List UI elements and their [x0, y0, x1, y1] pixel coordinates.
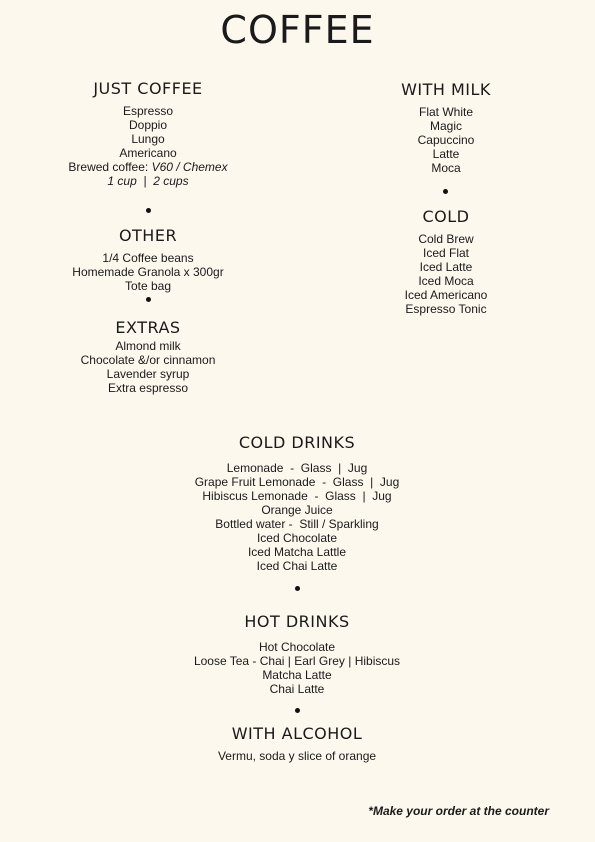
- sizes-text: 1 cup | 2 cups: [107, 174, 189, 188]
- menu-item: Bottled water - Still / Sparkling: [215, 517, 379, 531]
- cold-heading: COLD: [422, 207, 470, 226]
- with-milk-section: [346, 80, 546, 175]
- cold-drinks-heading: COLD DRINKS: [238, 433, 356, 452]
- menu-item: Americano: [119, 146, 177, 160]
- brewed-coffee-label: Brewed coffee:: [68, 160, 149, 174]
- menu-item: Lemonade - Glass | Jug: [226, 461, 368, 475]
- menu-item: Homemade Granola x 300gr: [72, 265, 224, 279]
- menu-item: Doppio: [128, 118, 168, 132]
- menu-item: Moca: [431, 161, 461, 175]
- just-coffee-section: [48, 79, 248, 188]
- menu-item: Iced Latte: [419, 260, 473, 274]
- extras-heading: EXTRAS: [115, 318, 181, 337]
- menu-item: Espresso Tonic: [405, 302, 487, 316]
- other-heading: OTHER: [118, 226, 178, 245]
- extras-section: [48, 318, 248, 395]
- hot-drinks-heading: HOT DRINKS: [244, 612, 350, 631]
- menu-item: Chai Latte: [269, 682, 325, 696]
- menu-item: Cold Brew: [418, 232, 474, 246]
- cold-section: [346, 207, 546, 316]
- menu-item: 1/4 Coffee beans: [102, 251, 194, 265]
- hot-drinks-section: [97, 612, 497, 696]
- menu-item: Loose Tea - Chai | Earl Grey | Hibiscus: [193, 654, 401, 668]
- menu-item: Capuccino: [417, 133, 475, 147]
- menu-item: Magic: [429, 119, 462, 133]
- with-milk-heading: WITH MILK: [401, 80, 491, 99]
- menu-item: Lavender syrup: [106, 367, 190, 381]
- menu-item: Matcha Latte: [262, 668, 332, 682]
- menu-item: Orange Juice: [261, 503, 333, 517]
- menu-item: Tote bag: [124, 279, 172, 293]
- separator-dot: [146, 208, 151, 213]
- brewed-coffee-line: [48, 160, 248, 174]
- cold-drinks-section: [97, 433, 497, 573]
- separator-dot: [295, 586, 300, 591]
- menu-item: Latte: [432, 147, 460, 161]
- menu-item: Vermu, soda y slice of orange: [217, 749, 377, 763]
- separator-dot: [443, 189, 448, 194]
- just-coffee-heading: JUST COFFEE: [93, 79, 203, 98]
- separator-dot: [146, 297, 151, 302]
- menu-item: Lungo: [131, 132, 165, 146]
- menu-item: Iced Chai Latte: [256, 559, 338, 573]
- menu-item: Grape Fruit Lemonade - Glass | Jug: [194, 475, 400, 489]
- brewed-coffee-methods: V60 / Chemex: [151, 160, 228, 174]
- with-alcohol-section: [97, 724, 497, 763]
- footer-note: *Make your order at the counter: [368, 804, 549, 818]
- brewed-coffee-sizes: [48, 174, 248, 188]
- menu-item: Flat White: [418, 105, 473, 119]
- menu-item: Extra espresso: [107, 381, 189, 395]
- menu-item: Hot Chocolate: [258, 640, 336, 654]
- menu-item: Chocolate &/or cinnamon: [80, 353, 216, 367]
- menu-item: Espresso: [122, 104, 174, 118]
- menu-item: Iced Matcha Lattle: [247, 545, 347, 559]
- with-alcohol-heading: WITH ALCOHOL: [231, 724, 363, 743]
- menu-item: Hibiscus Lemonade - Glass | Jug: [202, 489, 392, 503]
- other-section: [48, 226, 248, 293]
- menu-title: COFFEE: [220, 8, 375, 52]
- separator-dot: [295, 708, 300, 713]
- menu-item: Almond milk: [115, 339, 181, 353]
- menu-item: Iced Chocolate: [256, 531, 338, 545]
- menu-item: Iced Flat: [422, 246, 470, 260]
- menu-item: Iced Americano: [404, 288, 488, 302]
- menu-item: Iced Moca: [418, 274, 474, 288]
